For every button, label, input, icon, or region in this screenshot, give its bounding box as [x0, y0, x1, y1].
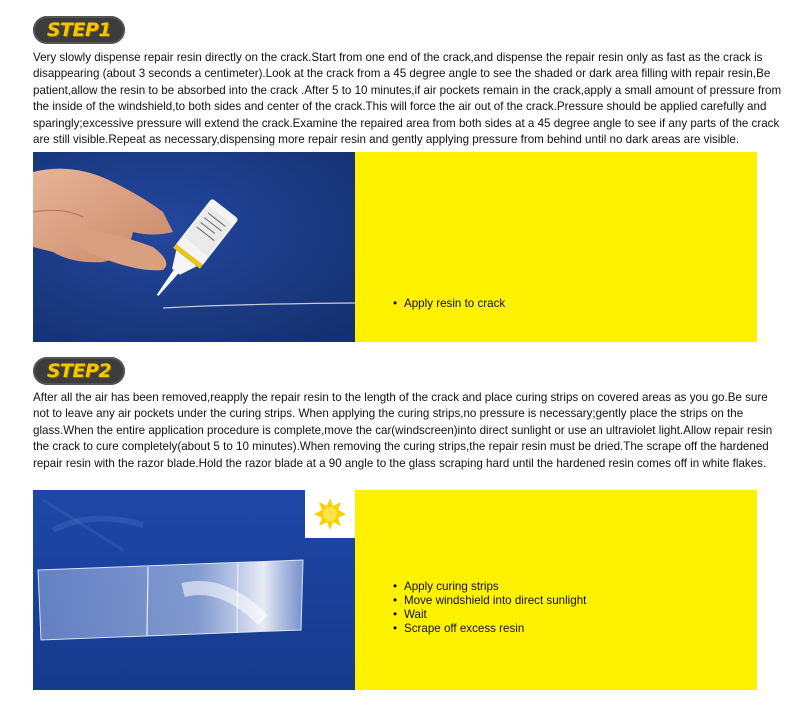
step2-yellow-panel [355, 490, 757, 690]
resin-application-image [33, 152, 355, 342]
step2-bullet-list [393, 580, 586, 636]
list-item: • Apply curing strips [393, 580, 586, 594]
step1-badge-label: STEP1 [46, 19, 112, 41]
list-item: • Apply resin to crack [393, 297, 505, 311]
step2-photo [33, 490, 355, 690]
sun-icon [313, 497, 347, 531]
step1-bullet-list [393, 297, 505, 311]
step2-badge-label: STEP2 [46, 360, 112, 382]
step1-panel [33, 152, 757, 342]
sun-badge [305, 490, 355, 538]
list-item: • Scrape off excess resin [393, 622, 586, 636]
list-item: • Wait [393, 608, 586, 622]
step1-photo [33, 152, 355, 342]
step1-instructions: Very slowly dispense repair resin directly on the crack.Start from one end of the crack,and dispense the repair resin only as fast as the crack is disappearing (about 3 seconds a centimeter).Look at the crack from a 45 degree angle to see the shaded or dark area filling with repair resin,Be patient,allow the resin to be absorbed into the crack .After 5 to 10 minutes,if air pockets remain in the crack,apply a small amount of pressure from the inside of the windshield,to both sides and center of the crack.This will force the air out of the crack.Pressure should be applied carefully and sparingly;excessive pressure will extend the crack.Examine the repaired area from both sides at a 45 degree angle to see if any parts of the crack are still visible.Repeat as necessary,dispensing more repair resin and gently applying pressure from behind until no dark areas are visible. [33, 51, 782, 147]
step2-badge [33, 357, 125, 385]
step2-panel [33, 490, 757, 690]
step2-instructions: After all the air has been removed,reapply the repair resin to the length of the crack and place curing strips on covered areas as you go.Be sure not to leave any air pockets under the curing strips. When applying the curing strips,no pressure is necessary;gently place the strips on the glass.When the entire application procedure is complete,move the car(windscreen)into direct sunlight or use an ultraviolet light.Allow repair resin the crack to cure completely(about 5 to 10 minutes).When removing the curing strips,the repair resin must be dried.The scrape off the hardened repair resin with the razor blade.Hold the razor blade at a 90 angle to the glass scraping hard until the hardened resin comes off in white flakes. [33, 391, 773, 470]
list-item: • Move windshield into direct sunlight [393, 594, 586, 608]
step1-badge [33, 16, 125, 44]
step1-yellow-panel [355, 152, 757, 342]
